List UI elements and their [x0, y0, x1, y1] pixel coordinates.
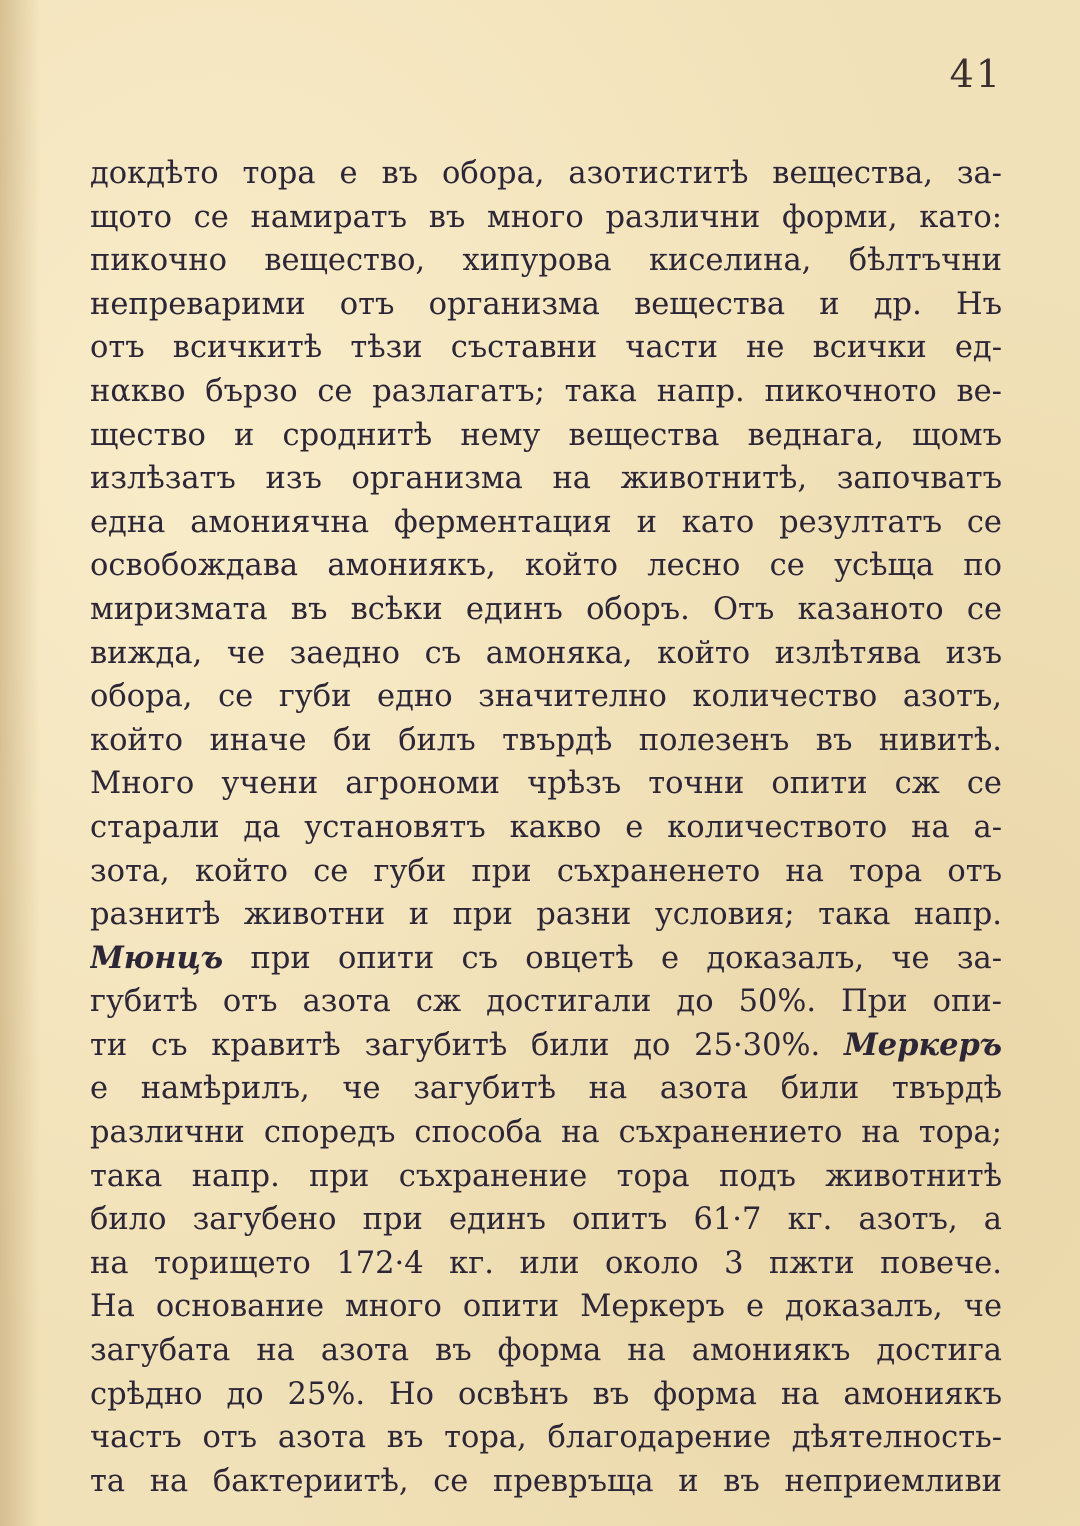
- text-line: щество и сроднитѣ нему вещества веднага, щомъ: [90, 417, 1002, 453]
- text-line: срѣдно до 25%. Но освѣнъ въ форма на амониякъ: [90, 1376, 1002, 1412]
- text-line: старали да установятъ какво е количеството на а-: [90, 809, 1002, 845]
- page-number: 41: [949, 52, 1002, 96]
- text-line: било загубено при единъ опитъ 61·7 кг. азотъ, а: [90, 1202, 1002, 1238]
- text-line: миризмата въ всѣки единъ оборъ. Отъ казаното се: [90, 591, 1002, 627]
- text-line: е намѣрилъ, че загубитѣ на азота били твърдѣ: [90, 1071, 1002, 1107]
- text-line: който иначе би билъ твърдѣ полезенъ въ нивитѣ.: [90, 722, 1002, 758]
- text-line: нακво бързо се разлагатъ; така напр. пикочното ве-: [90, 373, 1002, 409]
- text-line: освобождава амониякъ, който лесно се усѣща по: [90, 548, 1002, 584]
- text-line: излѣзатъ изъ организма на животнитѣ, започватъ: [90, 461, 1002, 497]
- text-line: губитѣ отъ азота сж достигали до 50%. При опи-: [90, 984, 1002, 1020]
- text-line: Много учени агрономи чрѣзъ точни опити сж се: [90, 766, 1002, 802]
- text-line: разнитѣ животни и при разни условия; така напр.: [90, 897, 1002, 933]
- text-fragment: ти съ кравитѣ загубитѣ били до 25·30%.: [90, 1027, 844, 1063]
- text-line: щото се намиратъ въ много различни форми, като:: [90, 199, 1002, 235]
- text-line: на торището 172·4 кг. или около 3 пжти повече.: [90, 1245, 1002, 1281]
- text-line: отъ всичкитѣ тѣзи съставни части не всички ед-: [90, 330, 1002, 366]
- italic-author-name: Меркеръ: [843, 1026, 1002, 1063]
- body-text: [90, 152, 1002, 1503]
- text-line: обора, се губи едно значително количество азотъ,: [90, 679, 1002, 715]
- text-line: една амониячна ферментация и като резултатъ се: [90, 504, 1002, 540]
- text-line-with-italic-name: [90, 937, 1002, 981]
- text-line: зота, който се губи при съхраненето на тора отъ: [90, 853, 1002, 889]
- text-line-with-italic-name: [90, 1024, 1002, 1068]
- text-line: вижда, че заедно съ амоняка, който излѣтява изъ: [90, 635, 1002, 671]
- italic-author-name: Мюнцъ: [90, 939, 224, 976]
- text-line: различни споредъ способа на съхранението на тора;: [90, 1115, 1002, 1151]
- text-line: докдѣто тора е въ обора, азотиститѣ вещества, за-: [90, 156, 1002, 191]
- text-fragment: при опити съ овцетѣ е доказалъ, че за-: [223, 940, 1002, 976]
- text-line: загубата на азота въ форма на амониякъ достига: [90, 1333, 1002, 1369]
- text-line: частъ отъ азота въ тора, благодарение дѣятелность-: [90, 1420, 1002, 1456]
- text-line: пикочно вещество, хипурова киселина, бѣлтъчни: [90, 243, 1002, 279]
- page-edge-shadow: [0, 0, 40, 1526]
- text-line: непреварими отъ организма вещества и др. Нъ: [90, 286, 1002, 322]
- text-line: На основание много опити Меркеръ е доказалъ, че: [90, 1289, 1002, 1325]
- text-line: та на бактериитѣ, се превръща и въ неприемливи: [90, 1463, 1002, 1499]
- text-line: така напр. при съхранение тора подъ животнитѣ: [90, 1158, 1002, 1194]
